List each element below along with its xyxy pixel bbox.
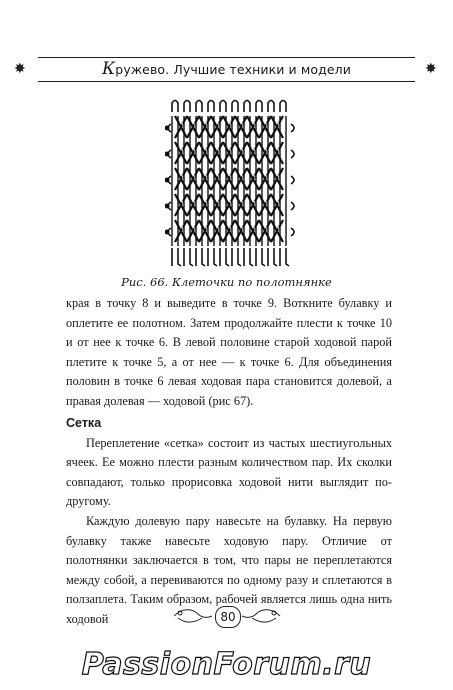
thread-crossing xyxy=(235,168,247,190)
thread-crossing xyxy=(235,116,247,138)
thread-crossing xyxy=(223,220,235,242)
thread-crossing xyxy=(271,116,283,138)
thread-crossing xyxy=(211,142,223,164)
edge-loop xyxy=(291,228,294,236)
thread-crossing xyxy=(247,220,259,242)
thread-crossing xyxy=(199,194,211,216)
lace-pattern-figure xyxy=(165,98,300,270)
thread-crossing xyxy=(247,168,259,190)
thread-crossing xyxy=(199,116,211,138)
thread-loop xyxy=(244,101,250,113)
edge-loop xyxy=(291,150,294,158)
thread-crossing xyxy=(259,194,271,216)
thread-tail xyxy=(256,248,265,266)
thread-tail xyxy=(172,248,181,266)
thread-crossing xyxy=(175,116,187,138)
thread-crossing xyxy=(175,194,187,216)
thread-tail xyxy=(232,248,241,266)
edge-loop xyxy=(291,202,294,210)
header-top-rule xyxy=(38,57,415,58)
thread-tail xyxy=(208,248,217,266)
book-title-rest: ружево. Лучшие техники и модели xyxy=(115,62,351,77)
thread-tail xyxy=(280,248,289,266)
thread-loop xyxy=(256,101,262,113)
thread-crossing xyxy=(187,220,199,242)
thread-crossing xyxy=(223,116,235,138)
thread-crossing xyxy=(259,220,271,242)
figure-caption: Рис. 66. Клеточки по полотнянке xyxy=(121,275,332,289)
flower-ornament-icon: ✸ xyxy=(14,61,26,77)
thread-crossing xyxy=(235,194,247,216)
book-title xyxy=(64,60,389,79)
thread-crossing xyxy=(235,220,247,242)
paragraph: Переплетение «сетка» состоит из частых шестиугольных ячеек. Ее можно плести разным количеством пар. Их сколки совпадают, только прорисовка ходовой нити выглядит по-другому. xyxy=(66,435,392,509)
section-setka xyxy=(66,414,392,630)
thread-loop xyxy=(280,101,286,113)
paragraph-continuation xyxy=(66,294,392,412)
thread-crossing xyxy=(259,116,271,138)
thread-loop xyxy=(232,101,238,113)
edge-loop xyxy=(291,124,294,132)
thread-loop xyxy=(196,101,202,113)
edge-loop xyxy=(291,176,294,184)
thread-crossing xyxy=(247,142,259,164)
thread-crossing xyxy=(223,168,235,190)
lace-pattern-illustration xyxy=(165,98,300,270)
page-footer xyxy=(172,604,282,628)
thread-crossing xyxy=(175,142,187,164)
thread-crossing xyxy=(259,168,271,190)
thread-crossing xyxy=(211,116,223,138)
thread-loop xyxy=(220,101,226,113)
thread-loop xyxy=(268,101,274,113)
page-number: 80 xyxy=(215,606,241,628)
thread-tail xyxy=(196,248,205,266)
thread-tail xyxy=(184,248,193,266)
site-watermark: PassionForum.ru xyxy=(81,647,372,682)
section-heading: Сетка xyxy=(66,416,102,430)
flower-ornament-icon: ✸ xyxy=(425,61,437,77)
thread-crossing xyxy=(247,194,259,216)
thread-crossing xyxy=(271,168,283,190)
thread-crossing xyxy=(211,194,223,216)
thread-loop xyxy=(172,101,178,113)
thread-crossing xyxy=(271,142,283,164)
thread-tail xyxy=(220,248,229,266)
paragraph: Каждую долевую пару навесьте на булавку. На первую булавку также навесьте ходовую пару. Отличие от полотнянки заключается в том, что пары не переплетаются между собой, а перевиваются по одному разу и сплетаются в ползаплета. Таким образом, рабочей является лишь одна нить ходовой xyxy=(66,513,392,626)
book-title-initial: К xyxy=(102,59,116,79)
thread-tail xyxy=(268,248,277,266)
thread-loop xyxy=(208,101,214,113)
thread-crossing xyxy=(199,220,211,242)
thread-crossing xyxy=(211,168,223,190)
thread-crossing xyxy=(187,116,199,138)
thread-crossing xyxy=(223,142,235,164)
thread-loop xyxy=(184,101,190,113)
thread-crossing xyxy=(187,194,199,216)
thread-crossing xyxy=(175,168,187,190)
thread-crossing xyxy=(271,220,283,242)
thread-crossing xyxy=(235,142,247,164)
thread-tail xyxy=(244,248,253,266)
thread-crossing xyxy=(199,168,211,190)
thread-crossing xyxy=(211,220,223,242)
header-bottom-rule xyxy=(38,81,415,82)
paragraph: края в точку 8 и выведите в точке 9. Воткните булавку и оплетите ее полотном. Затем продолжайте плести к точке 10 и от нее к точке 6. В левой половине старой ходовой парой плетите к точке 5, а от нее — к точке 6. Для объединения половин в точке 6 левая ходовая пара становится долевой, а правая долевая — ходовой (рис 67). xyxy=(66,296,392,408)
thread-crossing xyxy=(187,142,199,164)
running-header xyxy=(14,55,439,83)
thread-crossing xyxy=(271,194,283,216)
thread-crossing xyxy=(223,194,235,216)
thread-crossing xyxy=(247,116,259,138)
thread-crossing xyxy=(199,142,211,164)
thread-crossing xyxy=(175,220,187,242)
thread-crossing xyxy=(187,168,199,190)
thread-crossing xyxy=(259,142,271,164)
